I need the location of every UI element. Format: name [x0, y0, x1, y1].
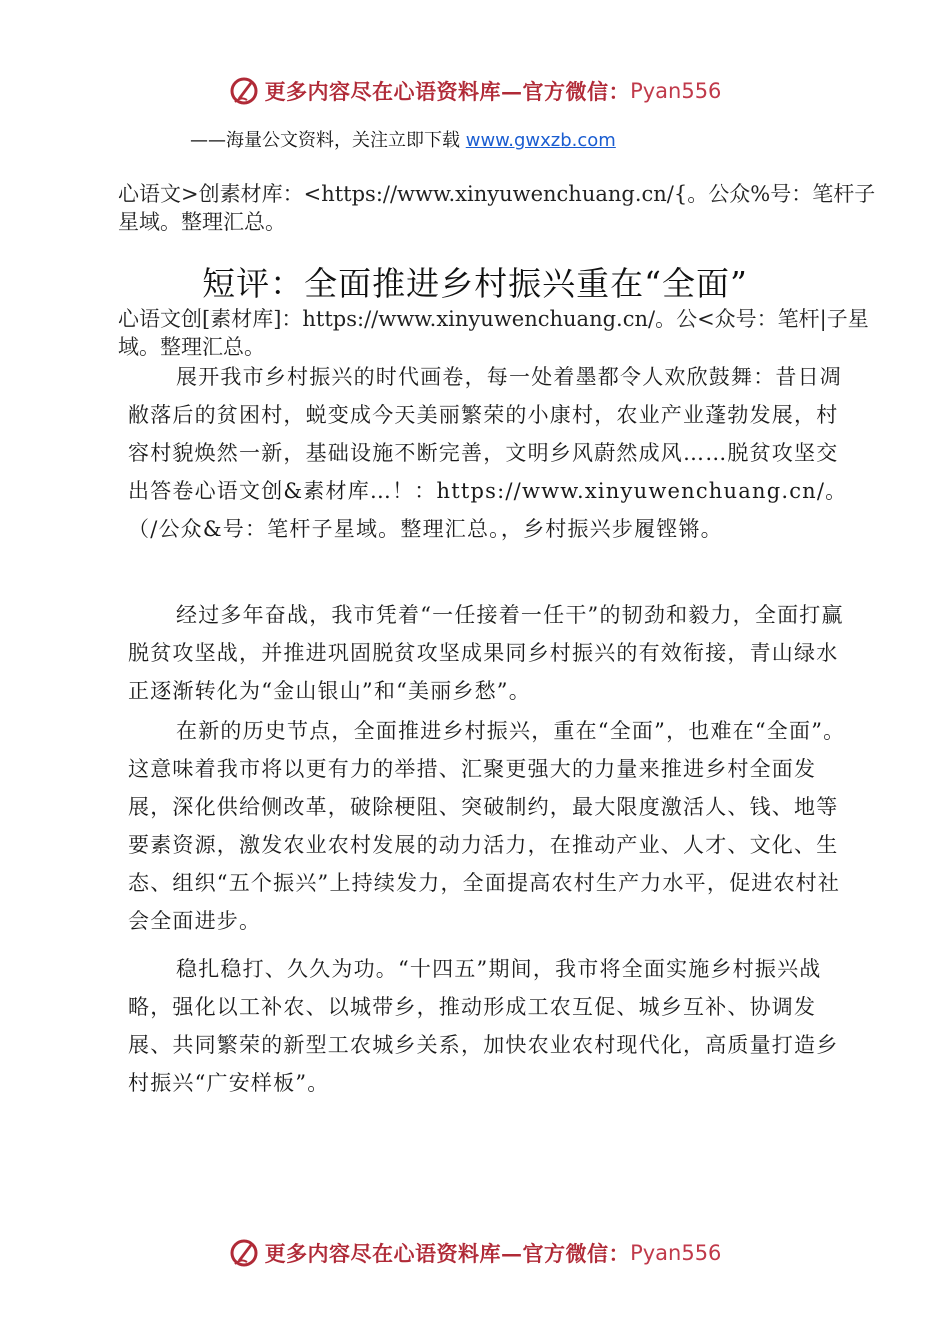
- banner-wechat-id: Pyan556: [630, 79, 722, 103]
- footer-banner: [0, 1228, 950, 1278]
- pen-logo-icon: [229, 1236, 259, 1270]
- header-banner: [0, 66, 950, 116]
- article-title: 短评：全面推进乡村振兴重在“全面”: [202, 264, 748, 303]
- body-paragraph: 稳扎稳打、久久为功。“十四五”期间，我市将全面实施乡村振兴战略，强化以工补农、以城带乡，推动形成工农互促、城乡互补、协调发展、共同繁荣的新型工农城乡关系，加快农业农村现代化，高质量打造乡村振兴“广安样板”。: [128, 957, 839, 1095]
- download-subline: [190, 126, 616, 152]
- footer-banner-text: 更多内容尽在心语资料库—官方微信：: [264, 1241, 631, 1266]
- source-note-2: 心语文创[素材库]：https://www.xinyuwenchuang.cn/。公<众号：笔杆|子星域。整理汇总。: [118, 307, 869, 359]
- body-paragraph: 在新的历史节点，全面推进乡村振兴，重在“全面”，也难在“全面”。这意味着我市将以更有力的举措、汇聚更强大的力量来推进乡村全面发展，深化供给侧改革，破除梗阻、突破制约，最大限度激活人、钱、地等要素资源，激发农业农村发展的动力活力，在推动产业、人才、文化、生态、组织“五个振兴”上持续发力，全面提高农村生产力水平，促进农村社会全面进步。: [128, 719, 846, 933]
- banner-text: 更多内容尽在心语资料库—官方微信：: [264, 79, 631, 104]
- footer-wechat-id: Pyan556: [630, 1241, 722, 1265]
- body-paragraph: 经过多年奋战，我市凭着“一任接着一任干”的韧劲和毅力，全面打赢脱贫攻坚战，并推进巩固脱贫攻坚成果同乡村振兴的有效衔接，青山绿水正逐渐转化为“金山银山”和“美丽乡愁”。: [128, 603, 844, 703]
- source-note: 心语文>创素材库：<https://www.xinyuwenchuang.cn/{。公众%号：笔杆子星域。整理汇总。: [118, 182, 876, 234]
- body-paragraph: 展开我市乡村振兴的时代画卷，每一处着墨都令人欢欣鼓舞：昔日凋敝落后的贫困村，蜕变成今天美丽繁荣的小康村，农业产业蓬勃发展，村容村貌焕然一新，基础设施不断完善，文明乡风蔚然成风……脱贫攻坚交出答卷心语文创&素材库…！：https://www.xinyuwenchuang.cn/。（/公众&号：笔杆子星域。整理汇总。，乡村振兴步履铿锵。: [128, 365, 848, 541]
- pen-logo-icon: [229, 74, 259, 108]
- subline-prefix: ——海量公文资料，关注立即下载: [190, 130, 466, 151]
- download-link[interactable]: www.gwxzb.com: [465, 130, 616, 151]
